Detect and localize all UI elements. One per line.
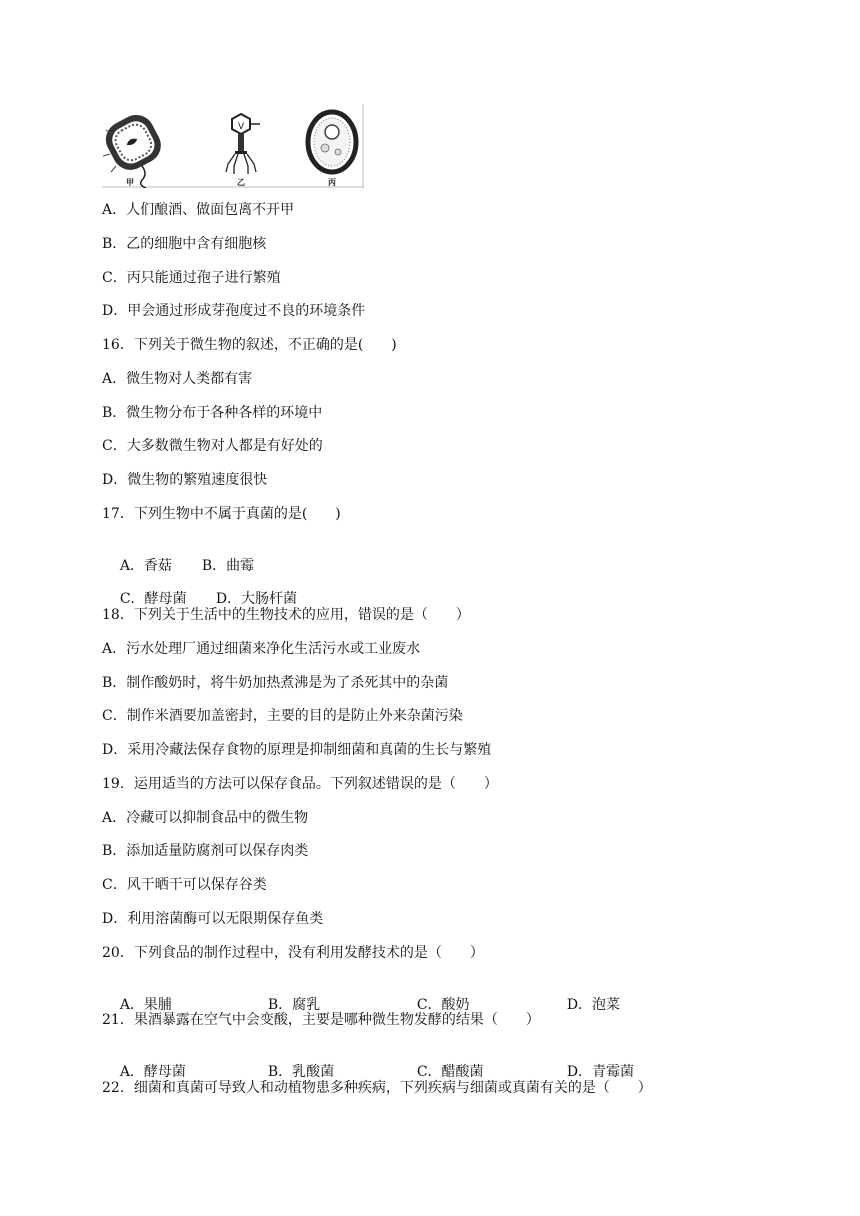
yeast-cell-icon	[308, 112, 356, 172]
q19-option-a: A．冷藏可以抑制食品中的微生物	[102, 810, 309, 826]
q17-option-d: D．大肠杆菌	[215, 591, 298, 607]
q16-option-a: A．微生物对人类都有害	[102, 371, 253, 387]
q17-option-a: A．香菇	[119, 558, 172, 574]
q20-option-d: D．泡菜	[566, 997, 621, 1013]
q20-option-b: B．腐乳	[267, 997, 321, 1013]
q17-stem: 17．下列生物中不属于真菌的是( )	[102, 506, 341, 522]
figure-svg	[102, 104, 364, 188]
q15-option-d: D．甲会通过形成芽孢度过不良的环境条件	[102, 303, 366, 319]
bacteriophage-virus-icon	[226, 114, 260, 174]
q20-stem: 20．下列食品的制作过程中，没有利用发酵技术的是（ ）	[102, 945, 484, 961]
q20-option-a: A．果脯	[119, 997, 172, 1013]
q19-option-d: D．利用溶菌酶可以无限期保存鱼类	[102, 911, 324, 927]
q16-stem: 16．下列关于微生物的叙述，不正确的是( )	[102, 337, 397, 353]
q15-option-c: C．丙只能通过孢子进行繁殖	[102, 270, 281, 286]
figure-label-b: 乙	[237, 177, 245, 187]
microorganism-figure	[102, 104, 364, 188]
q19-option-c: C．风干晒干可以保存谷类	[102, 877, 267, 893]
bacterium-icon	[102, 109, 167, 188]
q15-option-a: A．人们酿酒、做面包离不开甲	[102, 202, 295, 218]
q21-option-c: C．醋酸菌	[416, 1064, 484, 1080]
q18-option-a: A．污水处理厂通过细菌来净化生活污水或工业废水	[102, 641, 421, 657]
q16-option-b: B．微生物分布于各种各样的环境中	[102, 405, 323, 421]
figure-label-a: 甲	[126, 177, 134, 187]
q21-option-b: B．乳酸菌	[267, 1064, 335, 1080]
q21-option-d: D．青霉菌	[566, 1064, 635, 1080]
q16-option-d: D．微生物的繁殖速度很快	[102, 472, 268, 488]
figure-label-c: 丙	[328, 177, 336, 187]
q22-stem: 22．细菌和真菌可导致人和动植物患多种疾病，下列疾病与细菌或真菌有关的是（ ）	[102, 1080, 652, 1096]
q18-option-b: B．制作酸奶时，将牛奶加热煮沸是为了杀死其中的杂菌	[102, 675, 449, 691]
q17-option-c: C．酵母菌	[119, 591, 187, 607]
q19-option-b: B．添加适量防腐剂可以保存肉类	[102, 843, 309, 859]
q21-stem: 21．果酒暴露在空气中会变酸，主要是哪种微生物发酵的结果（ ）	[102, 1012, 540, 1028]
svg-text:V: V	[238, 122, 245, 132]
q18-stem: 18．下列关于生活中的生物技术的应用，错误的是（ ）	[102, 607, 470, 623]
q19-stem: 19．运用适当的方法可以保存食品。下列叙述错误的是（ ）	[102, 776, 498, 792]
q21-option-a: A．酵母菌	[119, 1064, 186, 1080]
q20-option-c: C．酸奶	[416, 997, 470, 1013]
q16-option-c: C．大多数微生物对人都是有好处的	[102, 438, 323, 454]
q18-option-d: D．采用冷藏法保存食物的原理是抑制细菌和真菌的生长与繁殖	[102, 742, 492, 758]
q18-option-c: C．制作米酒要加盖密封，主要的目的是防止外来杂菌污染	[102, 708, 463, 724]
q15-option-b: B．乙的细胞中含有细胞核	[102, 236, 267, 252]
q17-option-b: B．曲霉	[201, 558, 255, 574]
